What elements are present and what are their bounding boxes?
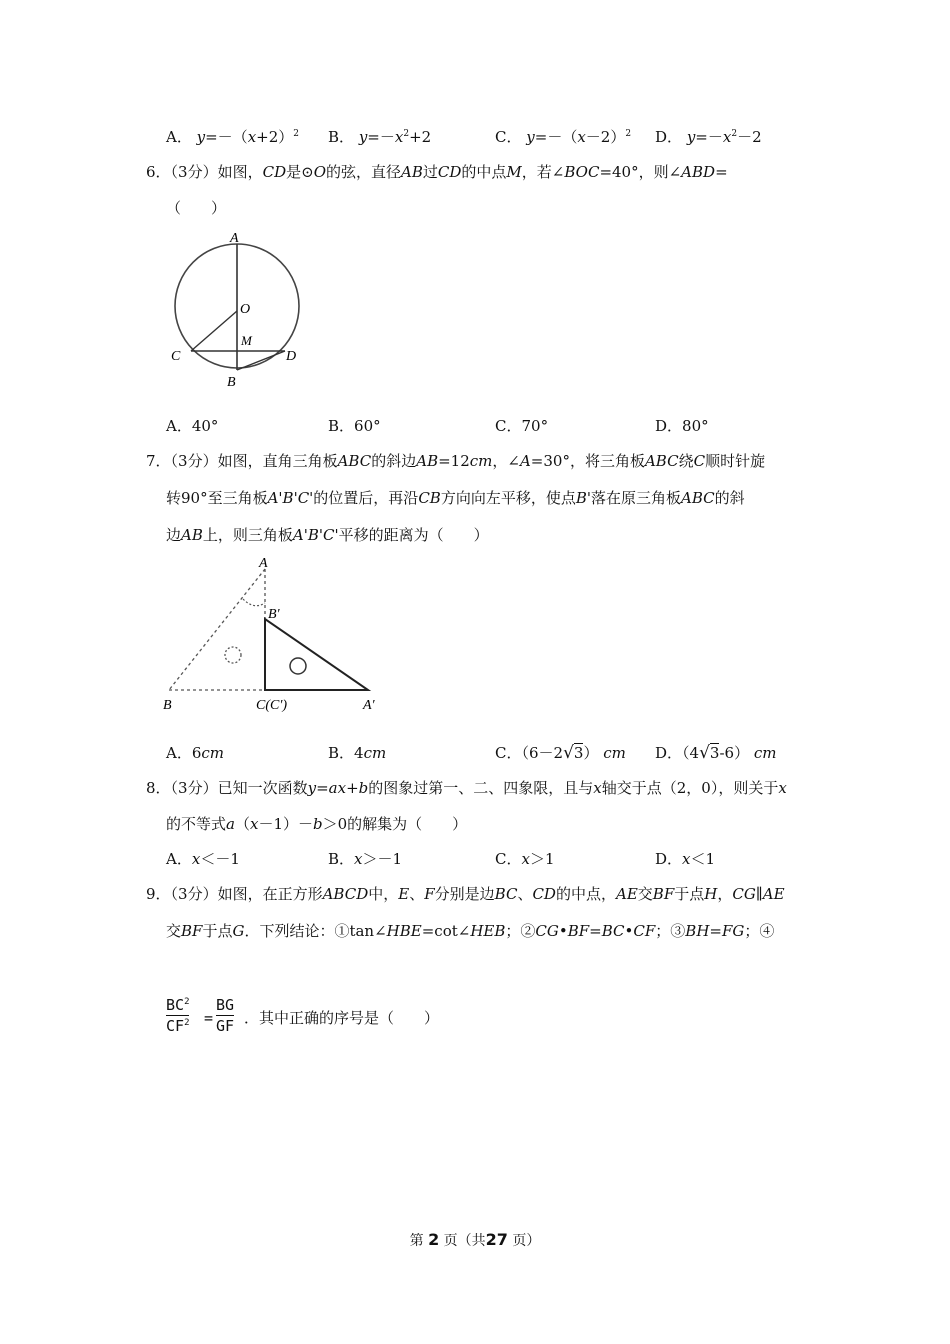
q7-option-b: B．4cm [328,744,387,762]
fraction-bc2-over-cf2: $BC^2$ $CF^2$ [166,996,190,1035]
q7-option-d: D．（4√3-6） cm [655,743,777,763]
angle-arc [243,599,265,606]
label-a: A [259,556,268,571]
sqrt-sign: √ [563,743,574,763]
q7-stem-line2: 转90°至三角板A'B'C'的位置后，再沿CB方向向左平移，使点B'落在原三角板ABC的斜 [166,489,745,507]
fraction-bg-over-gf: BG GF [216,996,235,1035]
q9-stem-line1: 9．（3分）如图，在正方形ABCD中，E、F分别是边BC、CD的中点，AE交BF于点H，CG∥AE [146,885,785,903]
q7-stem-line3: 边AB上，则三角板A'B'C'平移的距离为（ ） [166,526,489,544]
q6-stem: 6．（3分）如图，CD是⊙O的弦，直径AB过CD的中点M，若∠BOC=40°，则∠ABD= [146,163,728,181]
q7-triangle-figure [155,552,395,717]
q9-stem-line2: 交BF于点G．下列结论：①tan∠HBE=cot∠HEB；②CG•BF=BC•CF；③BH=FG；④ [166,922,775,940]
q6-circle-figure [160,225,320,395]
q6-option-d: D．80° [655,417,709,435]
label-a: A [230,231,239,246]
fraction-equals: = [204,1009,214,1027]
segment-bd [237,351,285,370]
page-footer: 第 2 页（共27 页） [409,1230,541,1249]
q7-stem-line1: 7．（3分）如图，直角三角板ABC的斜边AB=12cm，∠A=30°，将三角板ABC绕C顺时针旋 [146,452,766,470]
q8-stem-line2: 的不等式a（x－1）－b＞0的解集为（ ） [166,815,468,833]
q8-option-a: A．x＜－1 [166,850,240,868]
dashed-hypotenuse-ab [169,569,265,690]
label-m: M [241,333,252,348]
segment-oc [191,311,237,351]
q8-option-b: B．x＞－1 [328,850,403,868]
q6-answer-paren: （ ） [166,199,227,217]
q5-option-a: A． $y=-(x+2)^2$ [166,128,300,146]
q6-option-a: A．40° [166,417,219,435]
dashed-hole [225,647,241,663]
label-a-prime: A′ [363,698,375,713]
q5-option-c: C． $y=-(x-2)^2$ [495,128,632,146]
label-c: C [171,349,181,364]
sqrt-sign: √ [699,743,710,763]
label-c-c-prime: C(C′) [256,698,288,713]
label-b: B [227,375,236,390]
q6-option-c: C．70° [495,417,549,435]
q6-option-b: B．60° [328,417,381,435]
label-b-prime: B′ [268,607,280,622]
triangle-a-b-c-prime [265,619,368,690]
label-d: D [286,349,297,364]
q7-option-c: C．（6－2√3） cm [495,743,626,763]
label-o: O [240,302,251,317]
q8-option-c: C．x＞1 [495,850,555,868]
q5-option-d: D． $y=-x^2-2$ [655,128,762,146]
q5-option-b: B． $y=-x^2+2$ [328,128,432,146]
q7-option-a: A．6cm [166,744,225,762]
q8-stem-line1: 8．（3分）已知一次函数y=ax+b的图象过第一、二、四象限，且与x轴交于点（2，0），则关于x [146,779,787,797]
label-b: B [163,698,172,713]
q8-option-d: D．x＜1 [655,850,716,868]
triangle-hole [290,658,306,674]
q9-tail: ．其中正确的序号是（ ） [244,1009,440,1027]
